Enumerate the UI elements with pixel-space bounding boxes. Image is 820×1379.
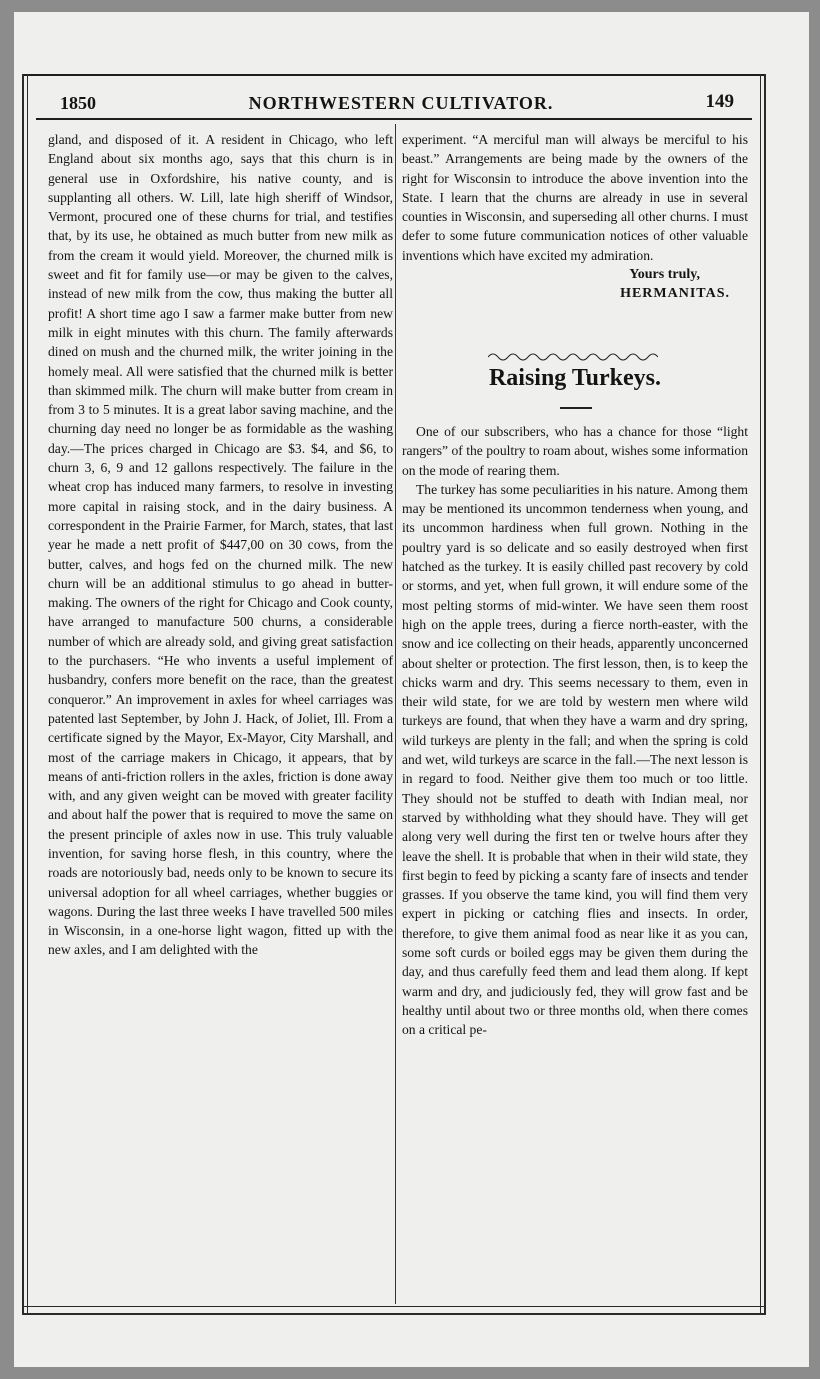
title-rule — [560, 407, 592, 409]
left-column — [48, 130, 393, 960]
page-frame-right — [760, 74, 766, 1314]
letter-conclusion: experiment. “A merciful man will always be merciful to his beast.” Arrangements are being made by the owners of the right for Wisconsin to introduce the above invention into the State. I learn that the churns are already in use in several counties in Wisconsin, and superseding all other churns. I must defer to some future communication notices of other valuable inventions which have excited my admiration. — [402, 132, 748, 263]
left-column-paragraph: gland, and disposed of it. A resident in Chicago, who left England about six months ago, says that this churn is in general use in Oxfordshire, his native county, and is supplanting all others. W. Lill, late high sheriff of Windsor, Vermont, procured one of these churns for trial, and testifies that, by its use, he obtained as much butter from new milk as from the cream it would yield. Moreover, the churned milk is sweet and fit for family use—or may be given to the calves, instead of new milk from the cow, thus making the butter all profit! A short time ago I saw a farmer make butter from new milk in eight minutes with this churn. The family afterwards dined on mush and the churned milk, the writer joining in the homely meal. All were satisfied that the churned milk is better than skimmed milk. The churn will make butter from cream in from 3 to 5 minutes. It is a great labor saving machine, and the churning day need no longer be as formidable as the washing day.—The prices charged in Chicago are $3. $4, and $6, to churn 3, 6, 9 and 12 gallons respectively. The failure in the wheat crop has induced many farmers, to resolve in investing more capital in raising stock, and in the dairy business. A correspondent in the Prairie Farmer, for March, states, that last year he made a nett profit of $447,00 on 30 cows, from the butter, calves, and hogs fed on the churned milk. The new churn will be an additional stimulus to go ahead in butter-making. The owners of the right for Chicago and Cook county, have arranged to manufacture 500 churns, a considerable number of which are already sold, and giving great satisfaction to the purchasers. “He who invents a useful implement of husbandry, confers more benefit on the race, than the greatest conqueror.” An improvement in axles for wheel carriages was patented last September, by John J. Hack, of Joliet, Ill. From a certificate signed by the Mayor, Ex-Mayor, City Marshall, and most of the carriage makers in Chicago, it appears, that by means of anti-friction rollers in the axles, friction is done away with, and any given weight can be moved with greater facility and about half the power that is required to move the same on the present principle of axles now in use. This truly valuable invention, for saving horse flesh, in this country, where the roads are notoriously bad, needs only to be known to secure its universal adoption for all wheel carriages, whether buggies or wagons. During the last three weeks I have travelled 500 miles in Wisconsin, in a one-horse light wagon, fitted up with the new axles, and I am delighted with the — [48, 132, 393, 958]
right-column-top — [402, 130, 748, 304]
header-rule — [36, 118, 752, 120]
page-frame-bottom — [22, 1306, 766, 1315]
decorative-wavy-rule — [488, 349, 658, 361]
article-body — [402, 422, 748, 1040]
article-title: Raising Turkeys. — [488, 365, 662, 391]
header-page-number: 149 — [705, 91, 734, 112]
article-paragraph: One of our subscribers, who has a chance for those “light rangers” of the poultry to roam about, wishes some information on the mode of rearing them. — [402, 424, 748, 478]
letter-closing: Yours truly, — [629, 267, 700, 283]
column-divider — [395, 124, 396, 1304]
header-year: 1850 — [60, 93, 96, 113]
page-frame-left — [22, 74, 28, 1314]
running-header — [36, 86, 752, 116]
letter-signature: HERMANITAS. — [620, 286, 730, 302]
header-title: NORTHWESTERN CULTIVATOR. — [248, 93, 554, 113]
article-paragraph: The turkey has some peculiarities in his nature. Among them may be mentioned its uncommon tenderness when young, and its uncommon hardiness when full grown. Nothing in the poultry yard is so delicate and so easily destroyed when first hatched as the turkey. It is easily chilled past recovery by cold or storms, and yet, when full grown, it will endure some of the most pelting storms of mid-winter. We have seen them roost high on the apple trees, during a fierce north-easter, with the snow and ice collecting on their heads, apparently unconcerned about shelter or protection. The first lesson, then, is to keep the chicks warm and dry. This seems necessary to them, even in their wild state, for we are told by western men where wild turkeys are found, that when they have a warm and dry spring, wild turkeys are plenty in the fall; and when the spring is cold and wet, wild turkeys are scarce in the fall.—The next lesson is in regard to food. Neither give them too much or too little. They should not be stuffed to death with Indian meal, nor starved by withholding what they should have. They will get along very well during the first ten or twelve hours after they leave the shell. It is probable that when in their wild state, they first begin to feed by picking a scanty fare of insects and tender grasses. If you observe the tame kind, you will find them very expert in picking or catching flies and insects. In order, therefore, to give them animal food as near like it as you can, some soft curds or boiled eggs may be given them during the day, and thus carefully feed them and lead them along. If kept warm and dry, and judiciously fed, they will grow fast and be healthy until about two or three months old, when there comes on a critical pe- — [402, 481, 748, 1038]
